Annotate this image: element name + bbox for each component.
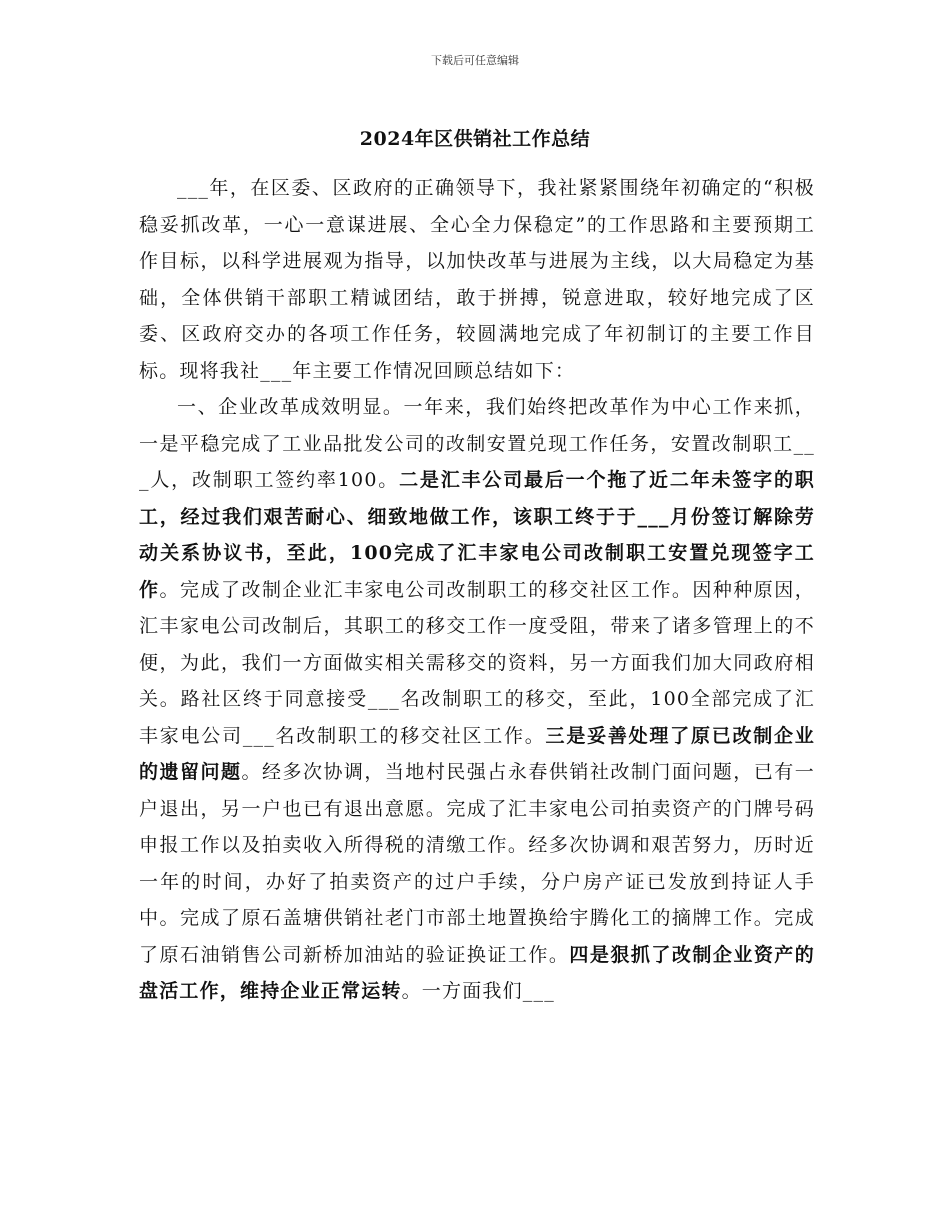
- text-run: ___年，在区委、区政府的正确领导下，我社紧紧围绕年初确定的“积极稳妥抓改革，一心一意谋进展、全心全力保稳定”的工作思路和主要预期工作目标，以科学进展观为指导，以加快改革与进展为主线，以大局稳定为基础，全体供销干部职工精诚团结，敢于拼搏，锐意进取，较好地完成了区委、区政府交办的各项工作任务，较圆满地完成了年初制订的主要工作目标。现将我社___年主要工作情况回顾总结如下：: [139, 177, 815, 382]
- document-body: [139, 170, 815, 1010]
- text-run: 。完成了改制企业汇丰家电公司改制职工的移交社区工作。因种种原因，汇丰家电公司改制后，其职工的移交工作一度受阻，带来了诸多管理上的不便，为此，我们一方面做实相关需移交的资料，另一方面我们加大同政府相关。路社区终于同意接受___名改制职工的移交，至此，100全部完成了汇丰家电公司___名改制职工的移交社区工作。: [139, 578, 815, 747]
- bold-text-run: 三是妥善处理了原已改制企业的遗留问题: [139, 724, 815, 783]
- text-run: 一、企业改革成效明显。一年来，我们始终把改革作为中心工作来抓，一是平稳完成了工业品批发公司的改制安置兑现工作任务，安置改制职工___人，改制职工签约率100。: [139, 396, 815, 491]
- paragraph-reform: [139, 389, 815, 1010]
- text-run: 。一方面我们___: [401, 980, 555, 1002]
- bold-text-run: 二是汇丰公司最后一个拖了近二年未签字的职工，经过我们艰苦耐心、细致地做工作，该职工终于于___月份签订解除劳动关系协议书，至此，100完成了汇丰家电公司改制职工安置兑现签字工作: [139, 469, 815, 601]
- document-title: 2024年区供销社工作总结: [359, 128, 591, 150]
- header-note: 下载后可任意编辑: [431, 54, 519, 67]
- bold-text-run: 四是狠抓了改制企业资产的盘活工作，维持企业正常运转: [139, 943, 816, 1002]
- text-run: 。经多次协调，当地村民强占永春供销社改制门面问题，已有一户退出，另一户也已有退出意愿。完成了汇丰家电公司拍卖资产的门牌号码申报工作以及拍卖收入所得税的清缴工作。经多次协调和艰苦努力，历时近一年的时间，办好了拍卖资产的过户手续，分户房产证已发放到持证人手中。完成了原石盖塘供销社老门市部土地置换给宇腾化工的摘牌工作。完成了原石油销售公司新桥加油站的验证换证工作。: [139, 761, 815, 966]
- paragraph-intro: [139, 170, 815, 389]
